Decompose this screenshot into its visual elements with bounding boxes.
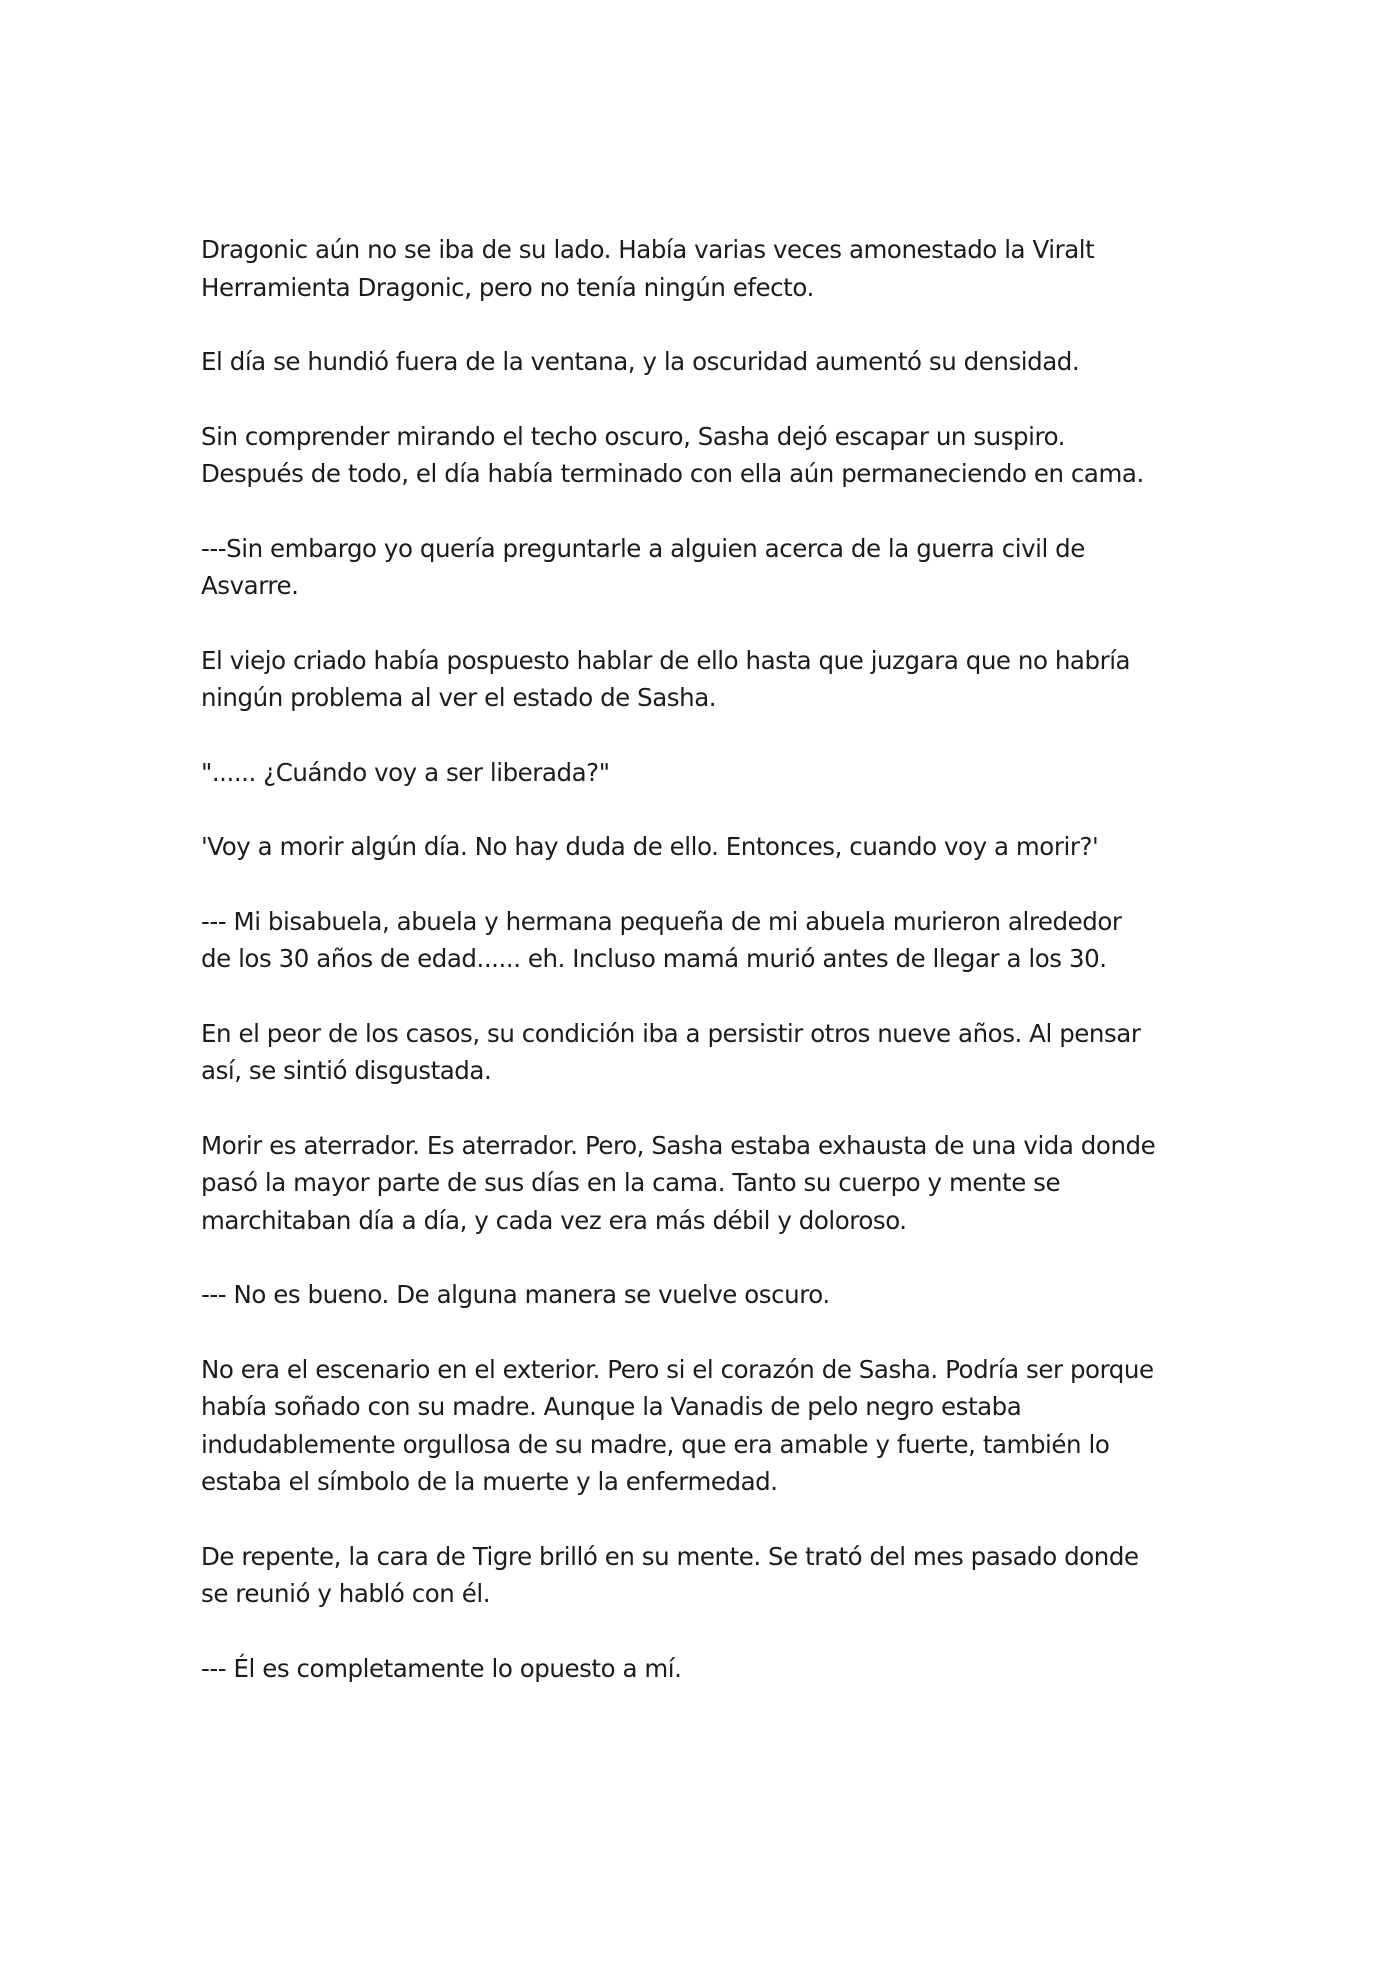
text-line: Morir es aterrador. Es aterrador. Pero, Sasha estaba exhausta de una vida donde [201,1130,1156,1160]
paragraph [201,418,1201,493]
text-line: pasó la mayor parte de sus días en la cama. Tanto su cuerpo y mente se [201,1168,1061,1197]
text-line: El viejo criado había pospuesto hablar de ello hasta que juzgara que no habría [201,645,1131,675]
paragraph [201,642,1201,717]
paragraph [201,1276,1201,1314]
text-line: había soñado con su madre. Aunque la Vanadis de pelo negro estaba [201,1392,1022,1421]
text-line: El día se hundió fuera de la ventana, y la oscuridad aumentó su densidad. [201,347,1080,376]
paragraph [201,754,1201,792]
text-line: estaba el símbolo de la muerte y la enfermedad. [201,1467,778,1496]
text-line: "...... ¿Cuándo voy a ser liberada?" [201,757,610,787]
text-line: En el peor de los casos, su condición iba a persistir otros nueve años. Al pensar [201,1018,1141,1048]
text-line: se reunió y habló con él. [201,1579,491,1608]
paragraph [201,1015,1201,1090]
text-line: ---Sin embargo yo quería preguntarle a alguien acerca de la guerra civil de [201,533,1085,563]
text-line: Herramienta Dragonic, pero no tenía ningún efecto. [201,272,814,302]
document-body [201,231,1201,1724]
paragraph [201,231,1201,306]
text-line: Sin comprender mirando el techo oscuro, Sasha dejó escapar un suspiro. [201,421,1066,451]
paragraph [201,530,1201,605]
text-line: --- Él es completamente lo opuesto a mí. [201,1653,682,1683]
paragraph [201,903,1201,978]
text-line: No era el escenario en el exterior. Pero si el corazón de Sasha. Podría ser porque [201,1354,1154,1384]
paragraph [201,1650,1201,1688]
text-line: Después de todo, el día había terminado con ella aún permaneciendo en cama. [201,459,1144,488]
text-line: marchitaban día a día, y cada vez era más débil y doloroso. [201,1205,907,1235]
text-line: 'Voy a morir algún día. No hay duda de ello. Entonces, cuando voy a morir?' [201,832,1099,861]
text-line: De repente, la cara de Tigre brilló en su mente. Se trató del mes pasado donde [201,1541,1139,1571]
paragraph [201,343,1201,381]
text-line: Asvarre. [201,571,299,600]
paragraph [201,1127,1201,1240]
text-line: así, se sintió disgustada. [201,1056,492,1085]
text-line: de los 30 años de edad...... eh. Incluso mamá murió antes de llegar a los 30. [201,944,1107,973]
paragraph [201,1351,1201,1501]
text-line: indudablemente orgullosa de su madre, que era amable y fuerte, también lo [201,1429,1110,1459]
text-line: Dragonic aún no se iba de su lado. Había varias veces amonestado la Viralt [201,235,1095,264]
text-line: --- Mi bisabuela, abuela y hermana pequeña de mi abuela murieron alrededor [201,906,1122,936]
paragraph [201,1538,1201,1613]
text-line: ningún problema al ver el estado de Sasha. [201,683,717,712]
paragraph [201,828,1201,866]
text-line: --- No es bueno. De alguna manera se vuelve oscuro. [201,1280,830,1309]
